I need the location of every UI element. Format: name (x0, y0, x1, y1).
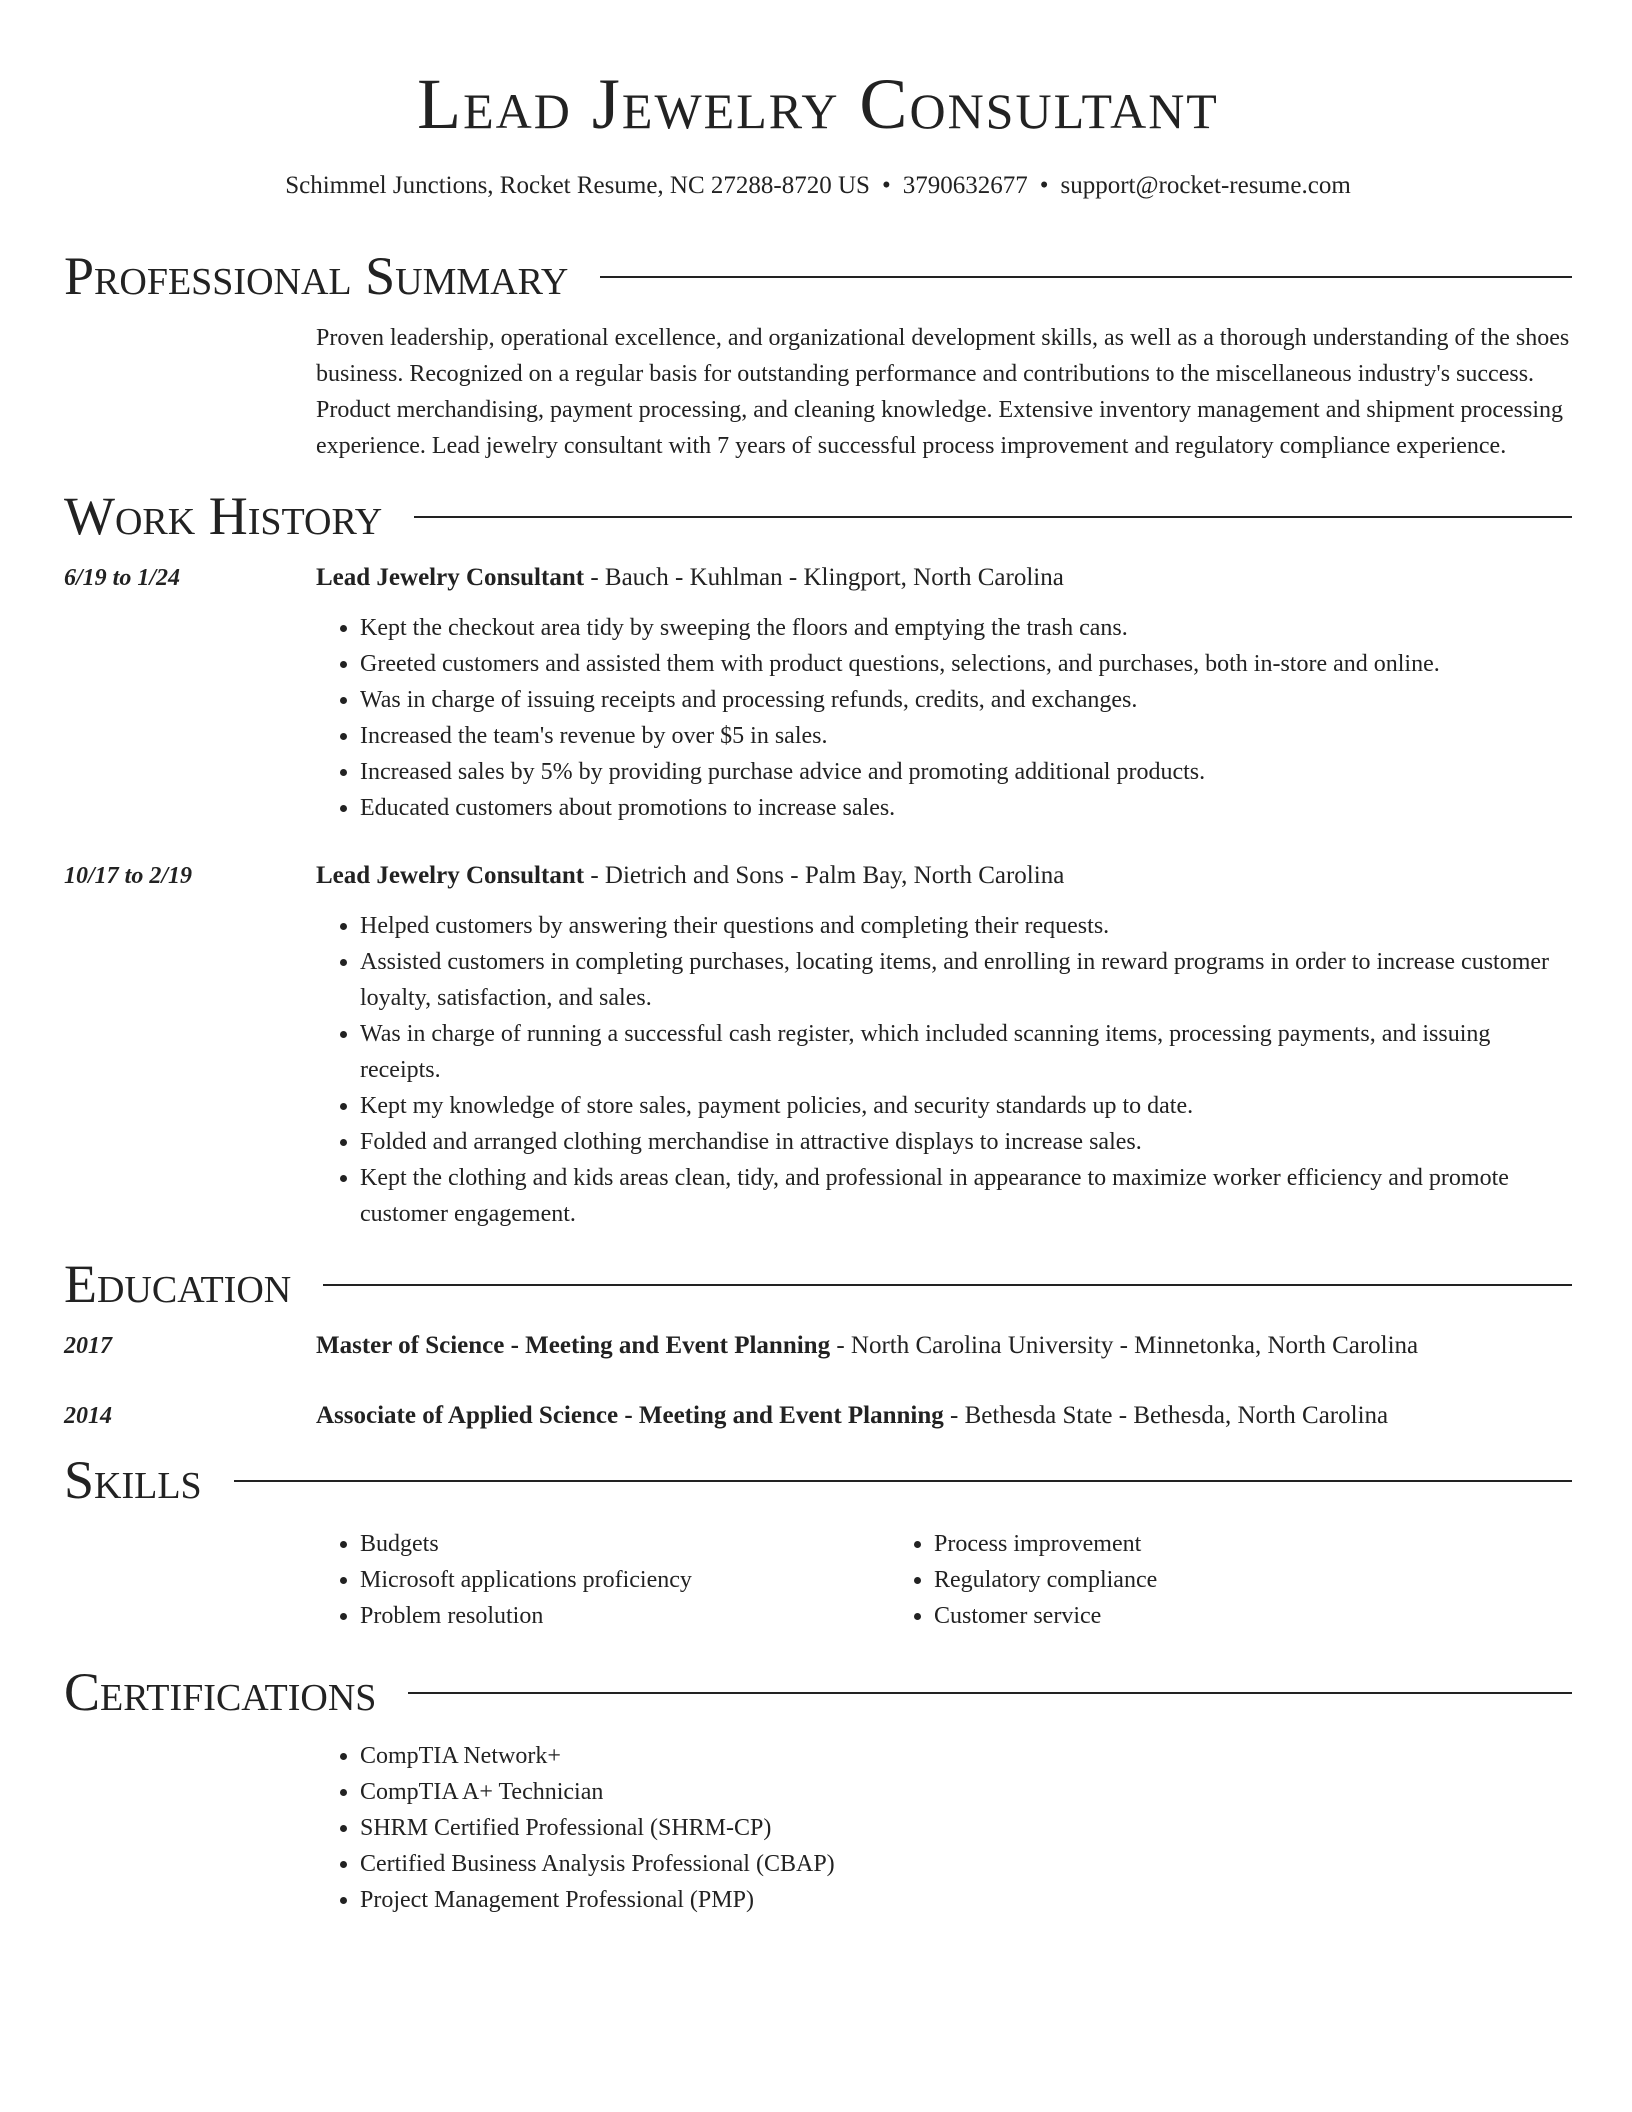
list-item: • Kept the clothing and kids areas clean, tidy, and professional in appearance to maximize worker efficiency and promote customer engagement. (360, 1160, 1572, 1232)
job-header (64, 560, 1572, 596)
certification-bullets (316, 1738, 1572, 1918)
summary-section-header (64, 246, 1572, 306)
job-role (316, 858, 1064, 894)
list-item: • Assisted customers in completing purchases, locating items, and enrolling in reward programs in order to increase customer loyalty, satisfaction, and sales. (360, 944, 1572, 1016)
certifications-section-header (64, 1662, 1572, 1722)
job-bullets (316, 610, 1572, 826)
list-item: • Greeted customers and assisted them with product questions, selections, and purchases, both in-store and online. (360, 646, 1572, 682)
job-dates: 6/19 to 1/24 (64, 565, 181, 591)
candidate-name: Lead Jewelry Consultant (417, 64, 1219, 144)
email: support@rocket-resume.com (1060, 172, 1351, 199)
section-divider (414, 516, 1572, 518)
job-dates: 10/17 to 2/19 (64, 863, 193, 889)
section-title: Professional Summary (64, 246, 569, 306)
list-item: • Microsoft applications proficiency (360, 1562, 890, 1598)
skills-section-header (64, 1450, 1572, 1510)
list-item: • Increased the team's revenue by over $5 in sales. (360, 718, 1572, 754)
skills-column-1 (316, 1526, 890, 1634)
list-item: • CompTIA A+ Technician (360, 1774, 1572, 1810)
job-role (316, 560, 1064, 596)
list-item: • Project Management Professional (PMP) (360, 1882, 1572, 1918)
address: Schimmel Junctions, Rocket Resume, NC 27288-8720 US (285, 172, 870, 199)
section-divider (323, 1284, 1572, 1286)
contact-line (64, 170, 1572, 202)
list-item: • Budgets (360, 1526, 890, 1562)
job-entry (64, 560, 1572, 826)
education-entry (64, 1328, 1572, 1364)
education-info (316, 1398, 1388, 1434)
list-item: • Customer service (934, 1598, 1157, 1634)
skills-column-2 (890, 1526, 1157, 1634)
job-header (64, 858, 1572, 894)
list-item: • Kept the checkout area tidy by sweeping the floors and emptying the trash cans. (360, 610, 1572, 646)
resume-page (64, 0, 1572, 1918)
section-divider (600, 276, 1572, 278)
education-year: 2014 (64, 1403, 112, 1429)
job-title: Lead Jewelry Consultant (316, 862, 585, 889)
section-divider (234, 1480, 1572, 1482)
job-details: - Dietrich and Sons - Palm Bay, North Carolina (584, 862, 1065, 889)
list-item: • Regulatory compliance (934, 1562, 1157, 1598)
list-item: • Helped customers by answering their questions and completing their requests. (360, 908, 1572, 944)
education-section-header (64, 1254, 1572, 1314)
separator: • (1039, 172, 1049, 199)
section-title: Certifications (64, 1662, 377, 1722)
job-details: - Bauch - Kuhlman - Klingport, North Carolina (584, 564, 1064, 591)
job-bullets-wrap (316, 610, 1572, 826)
list-item: • Was in charge of issuing receipts and processing refunds, credits, and exchanges. (360, 682, 1572, 718)
list-item: • CompTIA Network+ (360, 1738, 1572, 1774)
section-title: Education (64, 1254, 292, 1314)
school-details: - Bethesda State - Bethesda, North Carolina (943, 1402, 1389, 1429)
degree: Master of Science - Meeting and Event Planning (316, 1332, 831, 1359)
skills-list (316, 1526, 1572, 1634)
list-item: • Kept my knowledge of store sales, payment policies, and security standards up to date. (360, 1088, 1572, 1124)
education-year: 2017 (64, 1333, 112, 1359)
school-details: - North Carolina University - Minnetonka, North Carolina (830, 1332, 1419, 1359)
section-title: Skills (64, 1450, 202, 1510)
list-item: • Problem resolution (360, 1598, 890, 1634)
section-title: Work History (64, 486, 383, 546)
work-history-section-header (64, 486, 1572, 546)
job-title: Lead Jewelry Consultant (316, 564, 585, 591)
phone: 3790632677 (902, 172, 1028, 199)
education-info (316, 1328, 1418, 1364)
list-item: • Increased sales by 5% by providing purchase advice and promoting additional products. (360, 754, 1572, 790)
list-item: • Was in charge of running a successful cash register, which included scanning items, processing payments, and issuing receipts. (360, 1016, 1572, 1088)
job-entry (64, 858, 1572, 1232)
list-item: • Folded and arranged clothing merchandise in attractive displays to increase sales. (360, 1124, 1572, 1160)
list-item: • Educated customers about promotions to increase sales. (360, 790, 1572, 826)
list-item: • SHRM Certified Professional (SHRM-CP) (360, 1810, 1572, 1846)
skills-bullets (316, 1526, 890, 1634)
list-item: • Process improvement (934, 1526, 1157, 1562)
job-bullets (316, 908, 1572, 1232)
section-divider (408, 1692, 1572, 1694)
list-item: • Certified Business Analysis Professional (CBAP) (360, 1846, 1572, 1882)
education-entry (64, 1398, 1572, 1434)
skills-bullets (890, 1526, 1157, 1634)
job-bullets-wrap (316, 908, 1572, 1232)
certifications-list (316, 1738, 1572, 1918)
degree: Associate of Applied Science - Meeting and Event Planning (316, 1402, 944, 1429)
separator: • (881, 172, 891, 199)
summary-text: Proven leadership, operational excellence, and organizational development skills, as well as a thorough understanding of the shoes business. Recognized on a regular basis for outstanding performance and contributions to the miscellaneous industry's success. Product merchandising, payment processing, and cleaning knowledge. Extensive inventory management and shipment processing experience. Lead jewelry consultant with 7 years of successful process improvement and regulatory compliance experience. (316, 325, 1570, 459)
